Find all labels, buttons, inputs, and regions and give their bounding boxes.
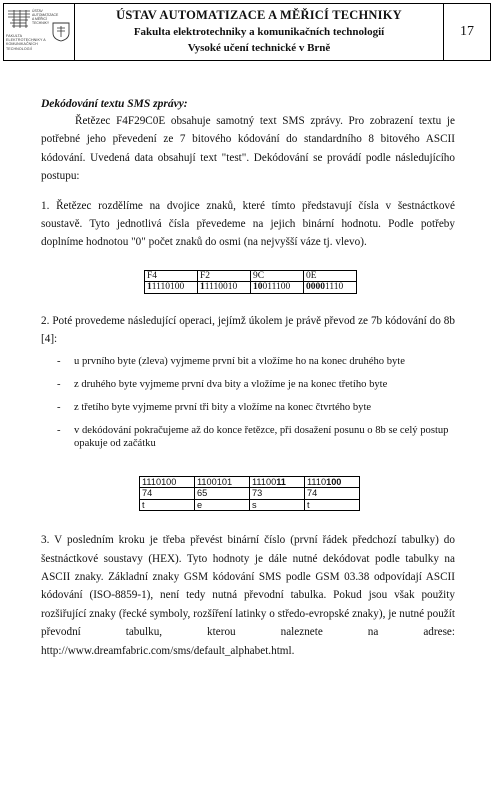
page-number: 17 <box>443 4 490 60</box>
procedure-list <box>41 355 455 450</box>
list-item: - z druhého byte vyjmeme první dva bity a vložíme je na konec třetího byte <box>57 378 388 390</box>
table-cell: t <box>305 499 360 511</box>
page-header <box>3 3 491 61</box>
step-1-paragraph: 1. Řetězec rozdělíme na dvojice znaků, které tímto představují čísla v šestnáctkové soustavě. Tyto jednotlivá čísla převedeme na jejich binární hodnotu. Podle potřeby doplníme hodnotou "0" počet znaků do osmi (na nejvyšší váze tj. vlevo). <box>41 199 455 249</box>
university-name: Vysoké učení technické v Brně <box>187 42 331 54</box>
table-row <box>140 476 360 488</box>
step-3-paragraph: 3. V posledním kroku je třeba převést binární číslo (první řádek předchozí tabulky) do šestnáctkové soustavy (HEX). Tyto hodnoty je dále nutné dekódovat podle tabulky na ASCII znaky. Základní znaky GSM kódování SMS podle GSM 03.38 odpovídají ASCII kódování (ISO-8859-1), není tedy nutná převodní tabulka. Pokud jsou však použity rozšiřující znaky (řecké symboly, rozšíření latinky o středo-evropské znaky), je nutné použít převodní tabulku, kterou naleznete na adrese: http://www.dreamfabric.com/sms/default_alphabet.html. <box>41 534 455 657</box>
header-titles <box>75 4 443 60</box>
table-cell: 1110100 <box>140 476 195 488</box>
table-cell: 11110010 <box>198 282 251 294</box>
table-row <box>145 270 357 282</box>
list-item: - z třetího byte vyjmeme první tři bity a vložíme na konec čtvrtého byte <box>57 401 372 413</box>
institute-name: ÚSTAV AUTOMATIZACE A MĚŘICÍ TECHNIKY <box>116 8 402 22</box>
table-cell: F2 <box>198 270 251 282</box>
table-cell: e <box>195 499 250 511</box>
intro-paragraph: Řetězec F4F29C0E obsahuje samotný text SMS zprávy. Pro zobrazení textu je potřebné jeho převedení ze 7 bitového kódování do standardního 8 bitového ASCII kódování. Uvedená data obsahují text "test". Dekódování se provádí podle následujícího postupu: <box>41 115 455 183</box>
list-item: - u prvního byte (zleva) vyjmeme první bit a vložíme ho na konec druhého byte <box>57 355 405 367</box>
table-cell: 1110011 <box>250 476 305 488</box>
table-row <box>140 488 360 500</box>
table-cell: 1100101 <box>195 476 250 488</box>
logo-lines-icon <box>6 8 32 30</box>
logo-dept-text: ÚSTAV AUTOMATIZACE A MĚŘICÍ TECHNIKY <box>32 9 59 25</box>
table-cell: 0E <box>304 270 357 282</box>
table-cell: 1110100 <box>305 476 360 488</box>
table-row <box>140 499 360 511</box>
table-cell: 65 <box>195 488 250 500</box>
table-cell: F4 <box>145 270 198 282</box>
table-cell: t <box>140 499 195 511</box>
document-body <box>41 96 455 660</box>
hex-binary-table <box>144 270 357 294</box>
university-seal-icon <box>52 22 70 42</box>
table-row <box>145 282 357 294</box>
step-2-paragraph: 2. Poté provedeme následující operaci, jejímž úkolem je právě převod ze 7b kódování do 8b [4]: <box>41 314 455 346</box>
institute-logo <box>4 4 75 60</box>
table-cell: s <box>250 499 305 511</box>
table-cell: 73 <box>250 488 305 500</box>
table-cell: 10011100 <box>251 282 304 294</box>
logo-faculty-text: FAKULTA ELEKTROTECHNIKY A KOMUNIKAČNÍCH TECHNOLOGIÍ <box>6 34 46 51</box>
section-heading: Dekódování textu SMS zprávy: <box>41 98 188 110</box>
table-cell: 74 <box>140 488 195 500</box>
faculty-name: Fakulta elektrotechniky a komunikačních technologií <box>133 26 385 38</box>
table-cell: 74 <box>305 488 360 500</box>
table-cell: 00001110 <box>304 282 357 294</box>
table-cell: 11110100 <box>145 282 198 294</box>
table-cell: 9C <box>251 270 304 282</box>
list-item: - v dekódování pokračujeme až do konce řetězce, při dosažení posunu o 8b se celý postup opakuje od začátku <box>57 424 449 449</box>
decoded-table <box>139 476 360 512</box>
